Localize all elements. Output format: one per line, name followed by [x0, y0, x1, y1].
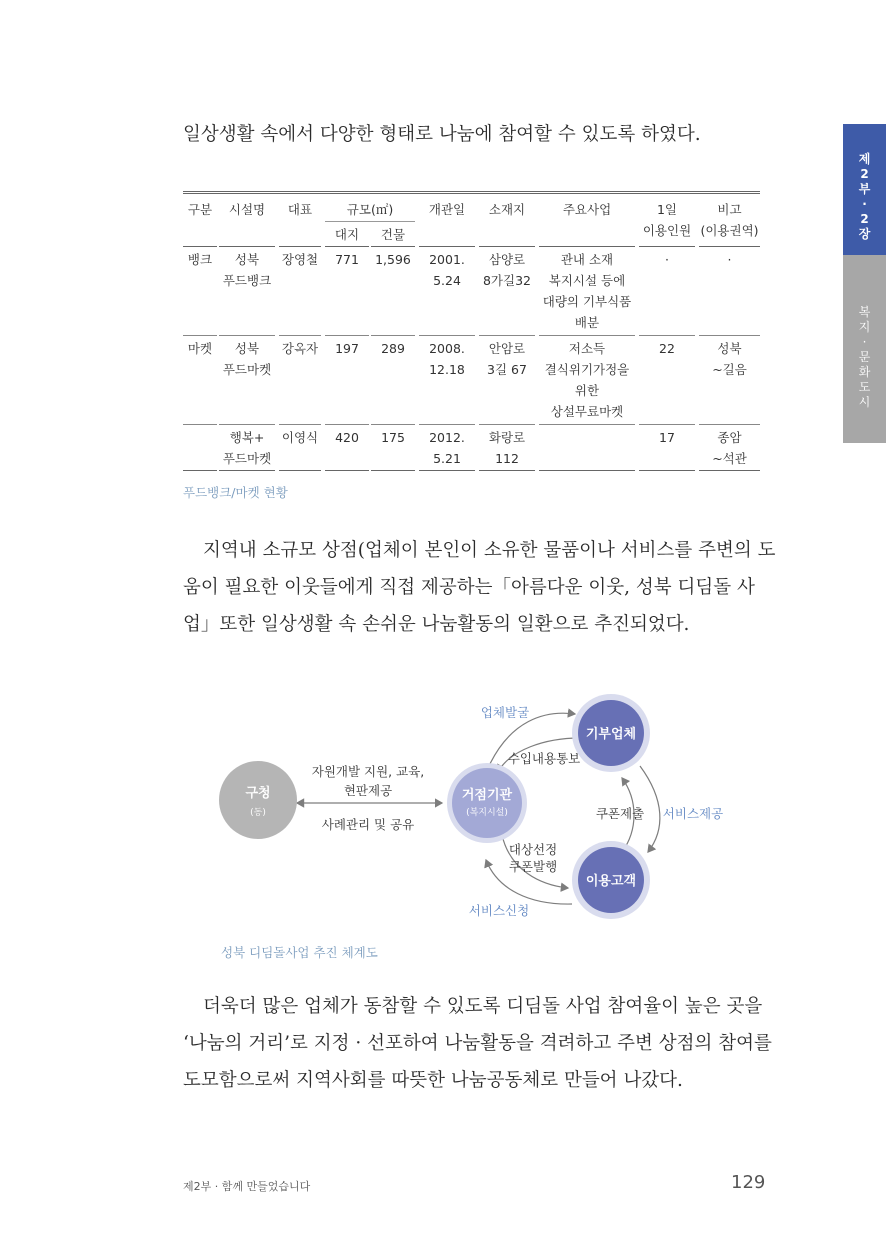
target-label-2: 쿠폰발행: [508, 859, 558, 874]
donor-label: 기부업체: [585, 727, 637, 742]
coupon-submit-label: 쿠폰제출: [595, 806, 645, 821]
row2-building: 289: [381, 341, 405, 356]
page-number: 129: [731, 1172, 766, 1193]
row3-rep: 이영식: [281, 430, 319, 445]
hub-node: [452, 768, 522, 838]
paragraph-1: 지역내 소규모 상점(업체이 본인이 소유한 물품이나 서비스를 주변의 도 움이 필요한 이웃들에게 직접 제공하는「아름다운 이웃, 성북 디딤돌 사 업」또한 일상생활 속 손쉬운 나눔활동의 일환으로 추진되었다.: [183, 540, 776, 635]
row2-note: 성북 ~길음: [712, 341, 747, 377]
target-label-1: 대상선정: [508, 842, 558, 857]
chapter-tab-label: 제 2 부 · 2 장: [858, 152, 871, 241]
row1-location: 삼양로 8가길32: [482, 252, 531, 288]
row2-land: 197: [335, 341, 359, 356]
hub-sub-label: (복지시설): [466, 808, 508, 818]
row3-daily: 17: [659, 430, 675, 445]
discover-label: 업체발굴: [480, 705, 530, 720]
row2-location: 안암로 3길 67: [487, 341, 527, 377]
table-caption: 푸드뱅크/마켓 현황: [183, 485, 288, 500]
row3-land: 420: [335, 430, 359, 445]
row2-opened: 2008. 12.18: [429, 341, 465, 377]
service-provide-label: 서비스제공: [662, 806, 724, 821]
row2-rep: 강옥자: [281, 341, 319, 356]
customer-label: 이용고객: [585, 874, 637, 889]
row3-note: 종암 ~석관: [712, 430, 747, 466]
header-location: 소재지: [488, 202, 526, 217]
case-label: 사례관리 및 공유: [321, 817, 415, 832]
header-opened: 개관일: [428, 202, 466, 217]
header-land: 대지: [334, 227, 360, 242]
diagram-caption: 성북 디딤돌사업 추진 체계도: [221, 945, 378, 960]
service-request-label: 서비스신청: [468, 903, 530, 918]
row1-business: 관내 소재 복지시설 등에 대량의 기부식품 배분: [542, 252, 632, 330]
row1-land: 771: [335, 252, 359, 267]
header-name: 시설명: [228, 202, 266, 217]
row2-name: 성북 푸드마켓: [222, 341, 272, 377]
paragraph-2: 더욱더 많은 업체가 동참할 수 있도록 디딤돌 사업 참여율이 높은 곳을 ‘나눔의 거리’로 지정 · 선포하여 나눔활동을 격려하고 주변 상점의 참여를 도모함으로써 지역사회를 따뜻한 나눔공동체로 만들어 나갔다.: [183, 996, 772, 1091]
row1-note: ·: [727, 252, 732, 267]
header-business: 주요사업: [562, 202, 612, 217]
row2-daily: 22: [659, 341, 675, 356]
row3-location: 화랑로 112: [488, 430, 526, 466]
row1-rep: 장영철: [281, 252, 319, 267]
hub-label: 거점기관: [461, 788, 513, 803]
row2-business: 저소득 결식위기가정을 위한 상설무료마켓: [544, 341, 630, 419]
header-daily: 1일 이용인원: [642, 202, 692, 238]
income-label: 수입내용통보: [507, 751, 581, 766]
row3-building: 175: [381, 430, 405, 445]
row3-opened: 2012. 5.21: [429, 430, 465, 466]
header-building: 건물: [380, 227, 406, 242]
office-sub-label: (동): [250, 808, 266, 818]
header-rep: 대표: [287, 202, 313, 217]
header-note: 비고 (이용권역): [700, 202, 759, 238]
row2-gubun: 마켓: [187, 341, 213, 356]
footer-section-title: 제2부 · 함께 만들었습니다: [183, 1180, 311, 1193]
row1-daily: ·: [665, 252, 669, 267]
row1-name: 성북 푸드뱅크: [222, 252, 272, 288]
office-label: 구청: [245, 786, 271, 801]
row1-gubun: 뱅크: [187, 252, 213, 267]
header-gubun: 구분: [187, 202, 213, 217]
header-scale: 규모(㎡): [346, 202, 394, 217]
row1-building: 1,596: [375, 252, 411, 267]
support-label-1: 자원개발 지원, 교육,: [311, 764, 425, 779]
support-label-2: 현판제공: [343, 783, 393, 798]
row1-opened: 2001. 5.24: [429, 252, 465, 288]
intro-line: 일상생활 속에서 다양한 형태로 나눔에 참여할 수 있도록 하였다.: [183, 124, 701, 145]
chapter-tab-label: 복 지 · 문 화 도 시: [858, 305, 871, 409]
row3-name: 행복+ 푸드마켓: [222, 430, 272, 466]
